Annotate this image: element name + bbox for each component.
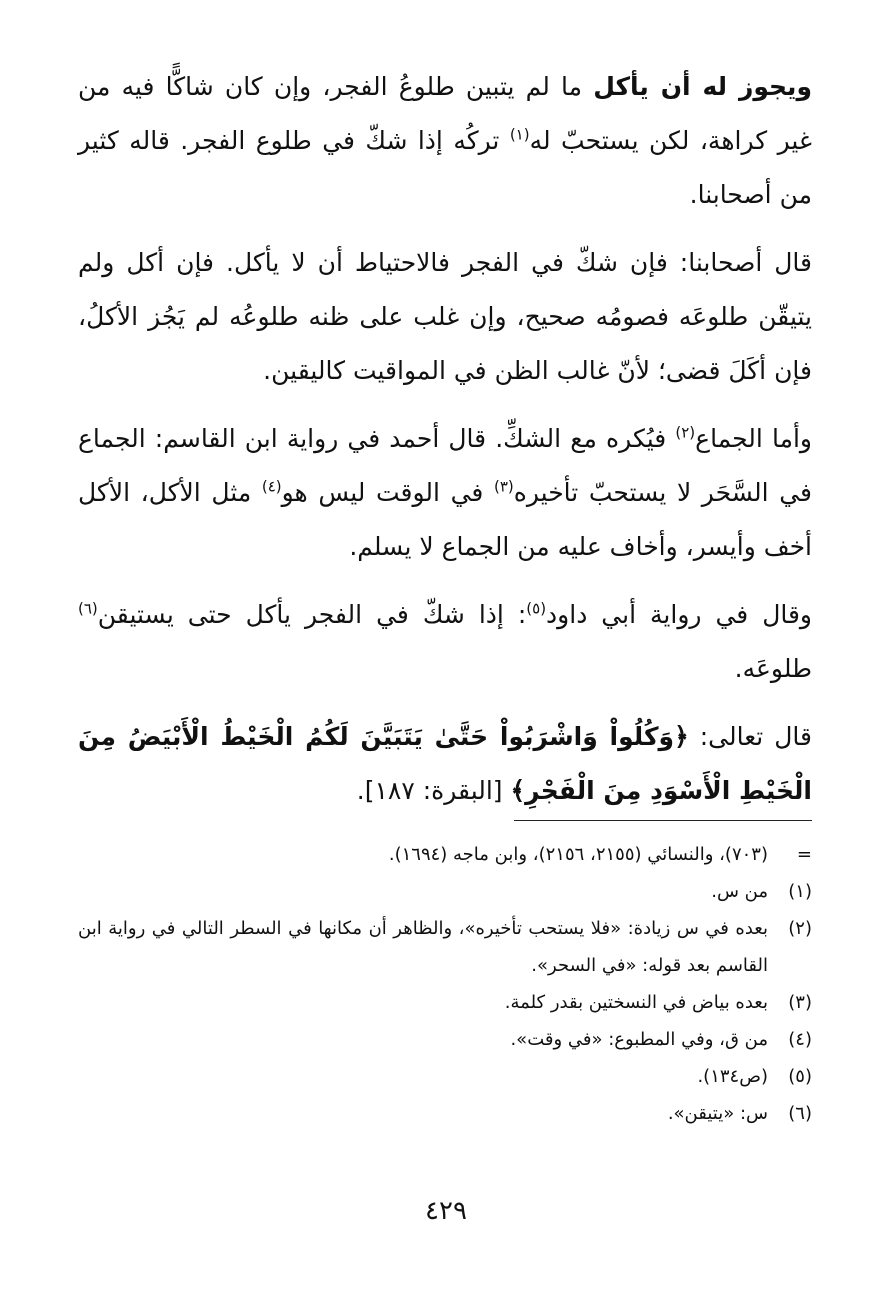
paragraph-text: ما لم يتبين طلوعُ الفجر، وإن كان شاكًّا فيه من غير كراهة، لكن يستحبّ له (78, 72, 812, 155)
main-text (78, 60, 812, 832)
quran-verse: ﴿وَكُلُواْ وَاشْرَبُواْ حَتَّىٰ يَتَبَيَّنَ لَكُمُ الْخَيْطُ الْأَبْيَضُ مِنَ الْخَيْطِ الْأَسْوَدِ مِنَ الْفَجْرِ﴾ (78, 722, 812, 805)
paragraph-1 (78, 60, 812, 222)
footnote-number: = (796, 844, 812, 865)
paragraph-2 (78, 236, 812, 398)
paragraph-text: وقال في رواية أبي داود (546, 600, 813, 629)
footnote-ref[interactable]: (١) (509, 125, 530, 144)
footnote-text: (ص١٣٤). (697, 1066, 768, 1087)
paragraph-5 (78, 710, 812, 818)
paragraph-text: تركُه إذا شكّ في طلوع الفجر. قاله كثير من أصحابنا. (78, 126, 812, 209)
footnote-text: بعده في س زيادة: «فلا يستحب تأخيره»، والظاهر أن مكانها في السطر التالي في رواية ابن القاسم بعد قوله: «في السحر». (78, 918, 768, 976)
paragraph-3 (78, 412, 812, 574)
footnote-item (78, 1058, 812, 1095)
paragraph-4 (78, 588, 812, 696)
footnote-number: (٥) (788, 1066, 812, 1087)
footnote-number: (٢) (788, 918, 812, 939)
page-number: ٤٢٩ (425, 1196, 467, 1226)
footnote-text: س: «يتيقن». (667, 1103, 768, 1124)
verse-citation: [البقرة: ١٨٧]. (356, 776, 511, 805)
footnote-number: (١) (788, 881, 812, 902)
paragraph-text: فيُكره مع الشكِّ. قال أحمد في رواية ابن القاسم: الجماع في السَّحَر لا يستحبّ تأخيره (78, 424, 813, 507)
footnote-ref[interactable]: (٤) (261, 477, 282, 496)
bold-lead: ويجوز له أن يأكل (593, 72, 812, 101)
footnote-item (78, 910, 812, 984)
paragraph-text: في الوقت ليس هو (281, 478, 494, 507)
footnote-text: بعده بياض في النسختين بقدر كلمة. (504, 992, 768, 1013)
paragraph-text: وأما الجماع (695, 424, 812, 453)
footnote-ref[interactable]: (٢) (675, 423, 696, 442)
footnote-item (78, 836, 812, 873)
footnote-item (78, 984, 812, 1021)
footnote-item (78, 1095, 812, 1132)
footnote-ref[interactable]: (٥) (526, 599, 547, 618)
footnote-number: (٣) (788, 992, 812, 1013)
footnote-divider (514, 820, 812, 821)
footnotes (78, 836, 812, 1132)
footnote-number: (٦) (788, 1103, 812, 1124)
footnote-item (78, 1021, 812, 1058)
footnote-ref[interactable]: (٦) (78, 599, 98, 618)
footnote-number: (٤) (788, 1029, 812, 1050)
footnote-text: (٧٠٣)، والنسائي (٢١٥٥، ٢١٥٦)، وابن ماجه (١٦٩٤). (388, 844, 768, 865)
paragraph-text: مثل الأكل، الأكل أخف وأيسر، وأخاف عليه من الجماع لا يسلم. (78, 478, 812, 561)
paragraph-text: طلوعَه. (734, 654, 812, 683)
footnote-ref[interactable]: (٣) (493, 477, 514, 496)
paragraph-text: : إذا شكّ في الفجر يأكل حتى يستيقن (97, 600, 527, 629)
footnote-text: من س. (711, 881, 768, 902)
paragraph-text: قال أصحابنا: فإن شكّ في الفجر فالاحتياط أن لا يأكل. فإن أكل ولم يتيقّن طلوعَه فصومُه صحيح، وإن غلب على ظنه طلوعُه لم يَجُز الأكلُ، فإن أكَلَ قضى؛ لأنّ غالب الظن في المواقيت كاليقين. (78, 248, 812, 385)
footnote-item (78, 873, 812, 910)
paragraph-text: قال تعالى: (688, 722, 812, 751)
footnote-text: من ق، وفي المطبوع: «في وقت». (510, 1029, 768, 1050)
